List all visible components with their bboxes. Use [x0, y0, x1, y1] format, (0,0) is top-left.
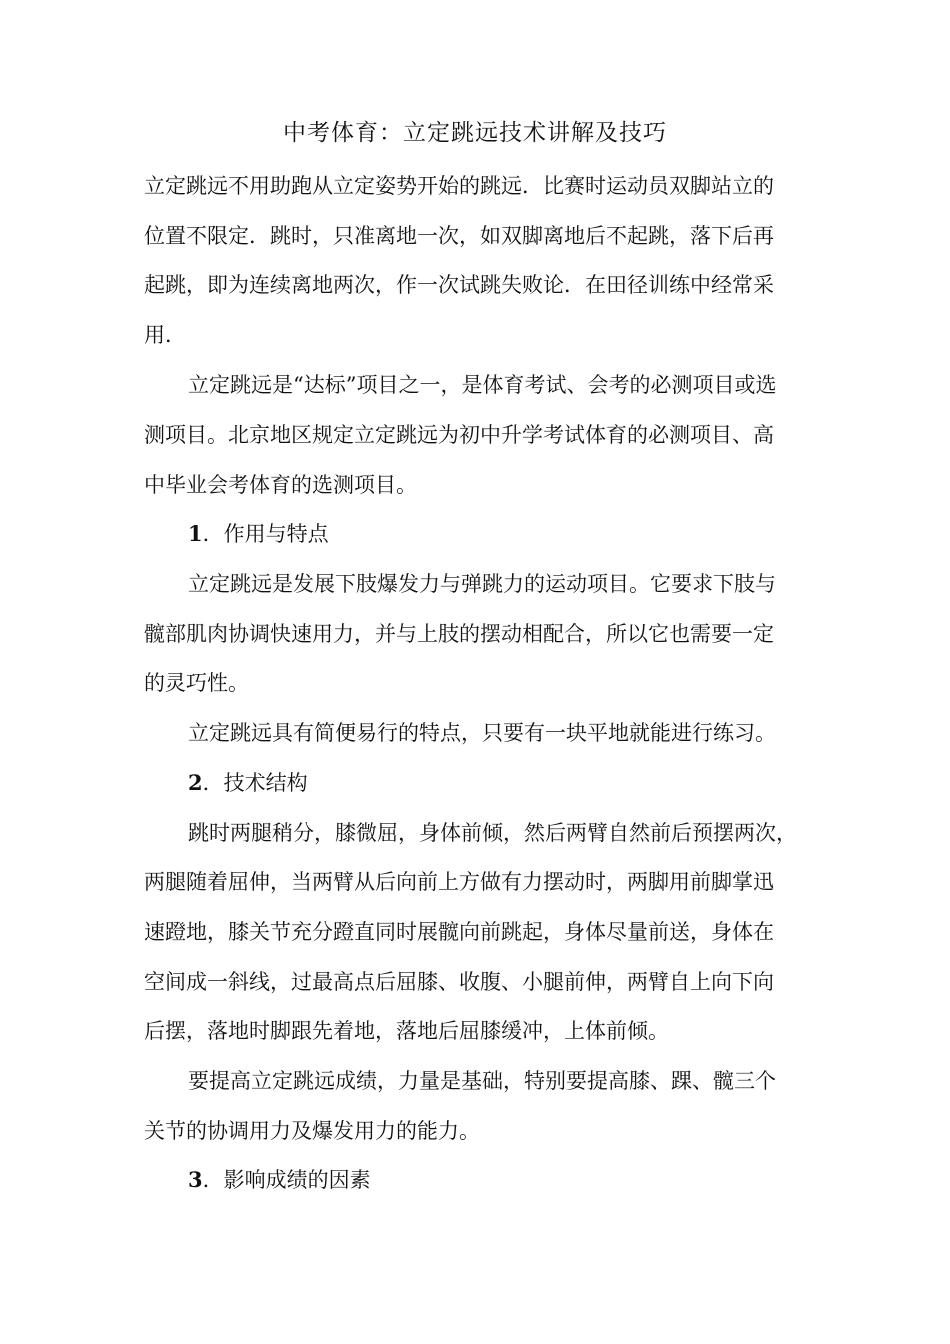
paragraph-line: 要提高立定跳远成绩，力量是基础，特别要提高膝、踝、髋三个 — [188, 1069, 776, 1093]
document-title: 中考体育：立定跳远技术讲解及技巧 — [283, 120, 667, 146]
paragraph-line: 用． — [144, 323, 186, 347]
section-heading — [188, 519, 329, 549]
paragraph-line: 空间成一斜线，过最高点后屈膝、收腹、小腿前伸，两臂自上向下向 — [144, 970, 774, 994]
paragraph-line: 立定跳远是发展下肢爆发力与弹跳力的运动项目。它要求下肢与 — [188, 572, 776, 596]
paragraph-line: 速蹬地，膝关节充分蹬直同时展髋向前跳起，身体尽量前送，身体在 — [144, 920, 774, 944]
section-number: 3 — [188, 1167, 203, 1192]
section-heading — [188, 768, 308, 798]
paragraph-line: 跳时两腿稍分，膝微屈，身体前倾，然后两臂自然前后预摆两次， — [188, 821, 797, 845]
section-heading-text: ．影响成绩的因素 — [202, 1168, 371, 1192]
paragraph-line: 的灵巧性。 — [144, 671, 249, 695]
paragraph-line: 位置不限定．跳时，只准离地一次，如双脚离地后不起跳，落下后再 — [144, 224, 774, 248]
paragraph-line: 立定跳远具有简便易行的特点，只要有一块平地就能进行练习。 — [188, 721, 776, 745]
paragraph-line: 两腿随着屈伸，当两臂从后向前上方做有力摆动时，两脚用前脚掌迅 — [144, 870, 774, 894]
paragraph-line: 关节的协调用力及爆发用力的能力。 — [144, 1119, 480, 1143]
section-number: 1 — [188, 521, 203, 546]
section-heading-text: ．作用与特点 — [202, 522, 329, 546]
section-number: 2 — [188, 770, 203, 795]
paragraph-line: 髋部肌肉协调快速用力，并与上肢的摆动相配合，所以它也需要一定 — [144, 622, 774, 646]
paragraph-line: 起跳，即为连续离地两次，作一次试跳失败论．在田径训练中经常采 — [144, 273, 774, 297]
paragraph-line: 立定跳远不用助跑从立定姿势开始的跳远．比赛时运动员双脚站立的 — [144, 174, 774, 198]
paragraph-line: 中毕业会考体育的选测项目。 — [144, 473, 417, 497]
paragraph-line: 立定跳远是“达标”项目之一，是体育考试、会考的必测项目或选 — [188, 373, 777, 397]
paragraph-line: 测项目。北京地区规定立定跳远为初中升学考试体育的必测项目、高 — [144, 423, 774, 447]
section-heading — [188, 1165, 371, 1195]
section-heading-text: ．技术结构 — [202, 771, 308, 795]
paragraph-line: 后摆，落地时脚跟先着地，落地后屈膝缓冲，上体前倾。 — [144, 1019, 669, 1043]
